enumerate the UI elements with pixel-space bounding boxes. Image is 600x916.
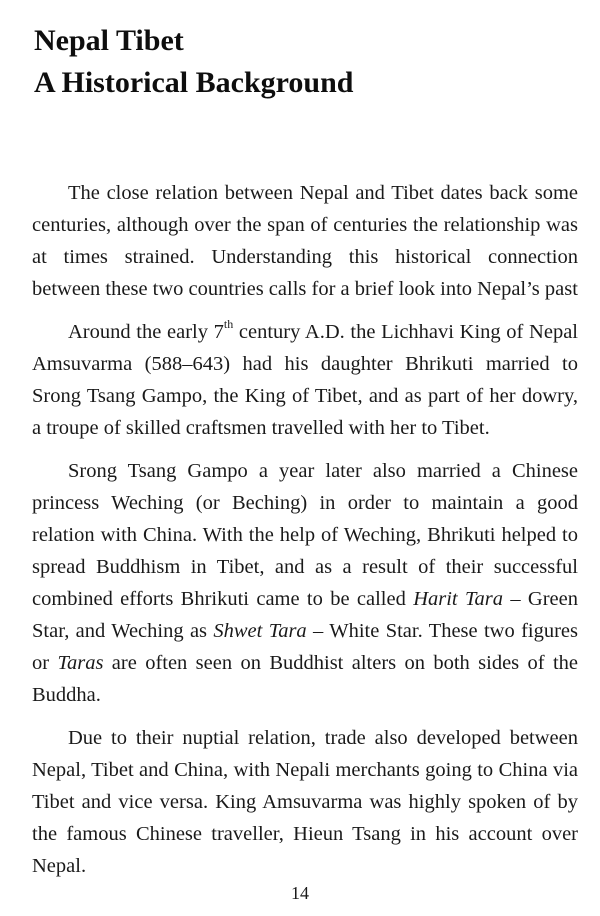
paragraph-1: The close relation between Nepal and Tibet dates back some centuries, although over the span of centuries the relationship was at times strained. Understanding this historical connection between these two countries calls for a brief look into Nepal’s past: [32, 182, 578, 300]
chapter-title-line-2: A Historical Background: [34, 66, 354, 99]
paragraph-3-text-c: – White Star. These two figures or: [32, 620, 578, 674]
paragraph-3-text-b: – Green Star, and Weching as: [32, 588, 578, 642]
paragraph-3: [32, 455, 578, 711]
paragraph-3-text-a: Srong Tsang Gampo a year later also married a Chinese princess Weching (or Beching) in order to maintain a good relation with China. With the help of Weching, Bhrikuti helped to spread Buddhism in Tibet, and as a result of their successful combined efforts Bhrikuti came to be called: [32, 460, 578, 610]
chapter-title: [34, 20, 353, 104]
paragraph-4: Due to their nuptial relation, trade also developed between Nepal, Tibet and China, with Nepali merchants going to China via Tibet and vice versa. King Amsuvarma was highly spoken of by the famous Chinese traveller, Hieun Tsang in his account over Nepal.: [32, 727, 578, 877]
ordinal-superscript: th: [223, 317, 234, 332]
page-number: 14: [291, 883, 309, 903]
paragraph-2-text-b: century A.D. the Lichhavi King of Nepal Amsuvarma (588–643) had his daughter Bhrikuti married to Srong Tsang Gampo, the King of Tibet, and as part of her dowry, a troupe of skilled craftsmen travelled with her to Tibet.: [32, 321, 578, 439]
paragraph-2-text-a: Around the early 7: [68, 321, 224, 343]
term-harit-tara: Harit Tara: [413, 588, 503, 610]
chapter-title-line-1: Nepal Tibet: [34, 24, 184, 57]
paragraph-2: [32, 316, 578, 444]
paragraph-3-text-d: are often seen on Buddhist alters on both sides of the Buddha.: [32, 652, 579, 706]
term-taras: Taras: [57, 652, 104, 674]
term-shwet-tara: Shwet Tara: [213, 620, 307, 642]
body-text: [32, 177, 578, 882]
